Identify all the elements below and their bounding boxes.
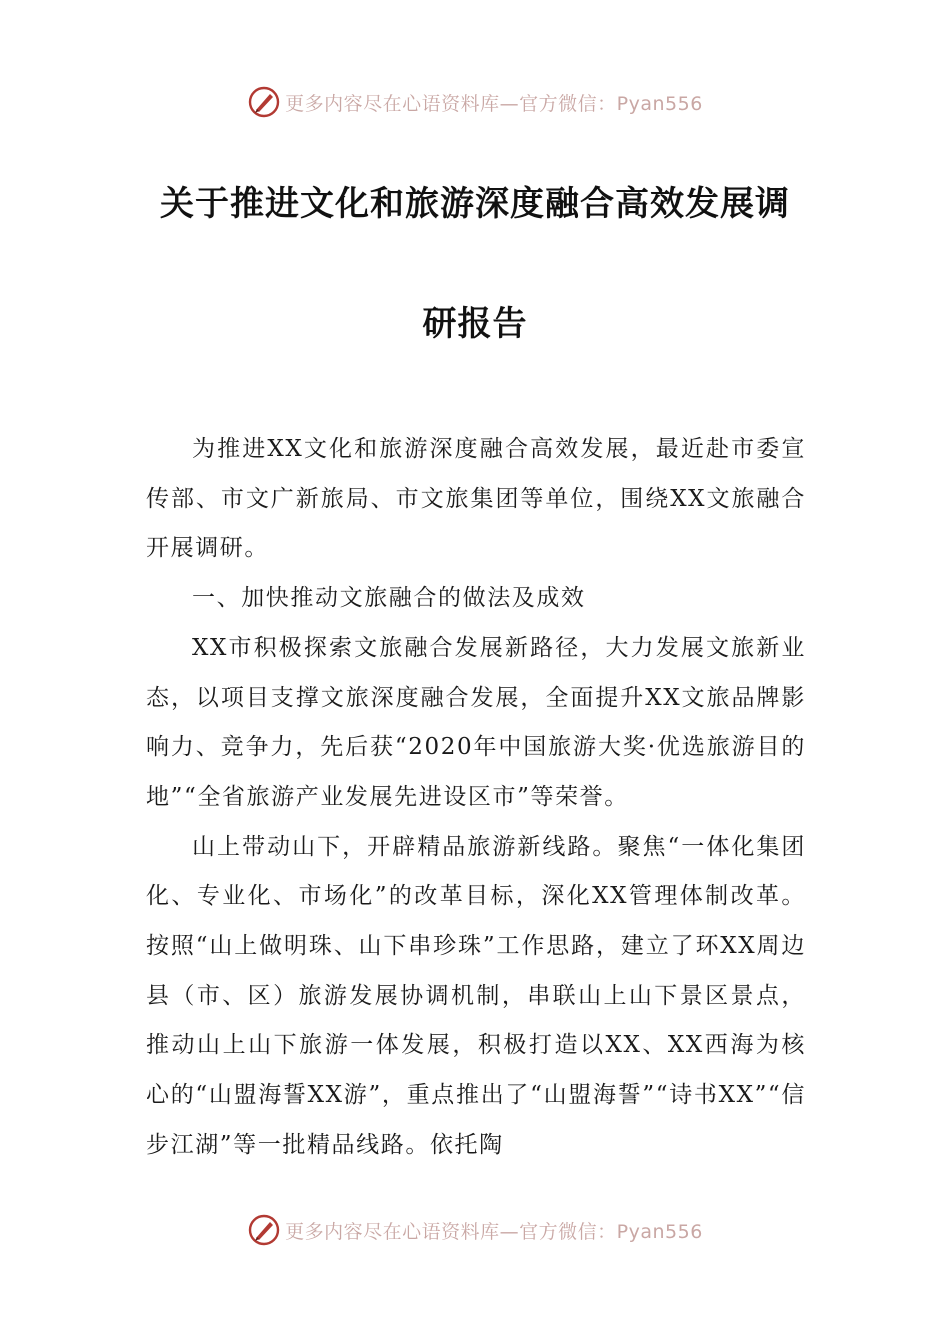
paragraph-intro: 为推进XX文化和旅游深度融合高效发展，最近赴市委宣传部、市文广新旅局、市文旅集团等单位，围绕XX文旅融合开展调研。 bbox=[146, 436, 806, 562]
pen-logo-icon bbox=[247, 85, 281, 119]
section-heading: 一、加快推动文旅融合的做法及成效 bbox=[192, 585, 586, 612]
watermark-text: 更多内容尽在心语资料库—官方微信：Pyan556 bbox=[285, 1220, 703, 1243]
pen-logo-icon bbox=[247, 1213, 281, 1247]
watermark-header bbox=[0, 82, 950, 122]
watermark-text: 更多内容尽在心语资料库—官方微信：Pyan556 bbox=[285, 92, 703, 115]
paragraph-tourism-routes: 山上带动山下，开辟精品旅游新线路。聚焦“一体化集团化、专业化、市场化”的改革目标，深化XX管理体制改革。按照“山上做明珠、山下串珍珠”工作思路，建立了环XX周边县（市、区）旅游发展协调机制，串联山上山下景区景点，推动山上山下旅游一体发展，积极打造以XX、XX西海为核心的“山盟海誓XX游”，重点推出了“山盟海誓”“诗书XX”“信步江湖”等一批精品线路。依托陶 bbox=[146, 833, 806, 1158]
watermark-footer bbox=[0, 1210, 950, 1250]
document-title-line-1: 关于推进文化和旅游深度融合高效发展调 bbox=[160, 184, 790, 224]
document-title-line-2: 研报告 bbox=[422, 304, 528, 344]
paragraph-achievements: XX市积极探索文旅融合发展新路径，大力发展文旅新业态，以项目支撑文旅深度融合发展，全面提升XX文旅品牌影响力、竞争力，先后获“2020年中国旅游大奖·优选旅游目的地”“全省旅游产业发展先进设区市”等荣誉。 bbox=[146, 634, 806, 810]
document-body bbox=[146, 425, 806, 1171]
